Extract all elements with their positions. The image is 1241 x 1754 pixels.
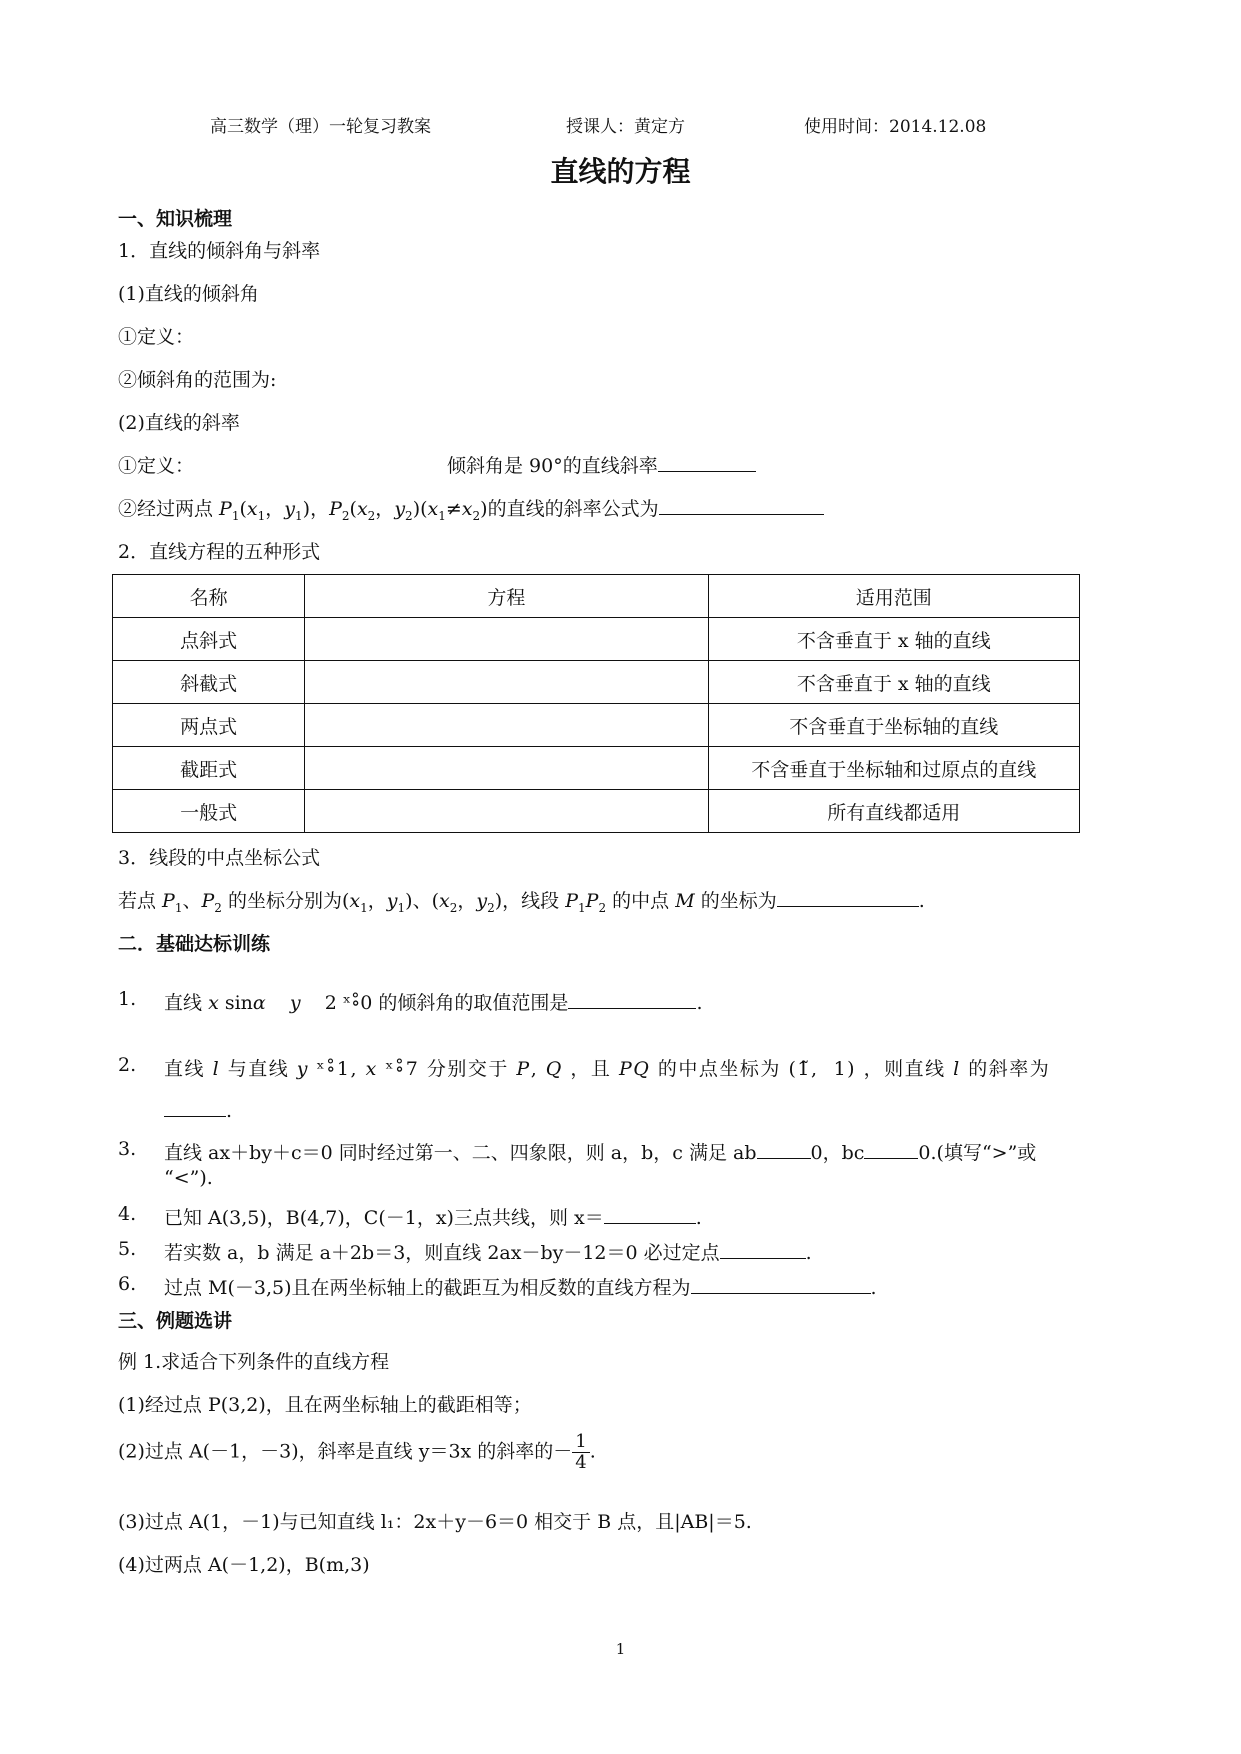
exercise-6: 过点 M(－3,5)且在两坐标轴上的截距互为相反数的直线方程为 . <box>164 1277 877 1299</box>
answer-blank <box>720 1240 806 1259</box>
section1-p4: (2)直线的斜率 <box>118 412 240 434</box>
table-header-row <box>113 575 1080 618</box>
table-cell-scope: 不含垂直于坐标轴和过原点的直线 <box>708 747 1079 790</box>
header-date: 使用时间：2014.12.08 <box>804 117 987 137</box>
table-row <box>113 661 1080 704</box>
table-row <box>113 704 1080 747</box>
table-header-cell: 方程 <box>305 575 708 618</box>
answer-blank <box>568 990 696 1009</box>
section1-p5-a: ①定义： <box>118 455 195 477</box>
answer-blank <box>691 1275 871 1294</box>
answer-blank <box>658 453 756 472</box>
table-cell-equation <box>305 790 708 833</box>
item-number: 6. <box>118 1273 137 1295</box>
line-forms-table <box>112 574 1080 833</box>
answer-blank <box>164 1098 226 1117</box>
section1-p6: ②经过两点 $P_1(x_1$，$y_1$)，$P_2(x_2$，$y_2)(x_1\ne x_2)$的直线的斜率公式为 <box>118 494 824 523</box>
section1-p2: ①定义： <box>118 326 195 348</box>
table-cell-scope: 不含垂直于坐标轴的直线 <box>708 704 1079 747</box>
section1-p1: (1)直线的倾斜角 <box>118 283 259 305</box>
section2-heading: 二．基础达标训练 <box>118 933 271 955</box>
section1-sub2: 2．直线方程的五种形式 <box>118 541 321 563</box>
table-cell-equation <box>305 661 708 704</box>
section1-p5-b: 倾斜角是 90°的直线斜率 <box>447 451 756 478</box>
table-cell-scope: 不含垂直于 x 轴的直线 <box>708 618 1079 661</box>
table-cell-equation <box>305 747 708 790</box>
answer-blank <box>777 888 919 907</box>
table-cell-name: 一般式 <box>113 790 305 833</box>
answer-blank <box>659 496 824 515</box>
page-number: 1 <box>615 1640 626 1658</box>
exercise-3: 直线 ax＋by＋c＝0 同时经过第一、二、四象限，则 a，b，c 满足 ab 0，bc 0.(填写“>”或 <box>164 1142 1037 1164</box>
table-cell-name: 截距式 <box>113 747 305 790</box>
section1-p7: 若点 $P_1$、$P_2$ 的坐标分别为($x_1$，$y_1$)、($x_2$，$y_2$)，线段 $P_1P_2$ 的中点 M 的坐标为 . <box>118 890 925 915</box>
table-row <box>113 618 1080 661</box>
answer-blank <box>757 1140 811 1159</box>
fraction: $\frac{1}{4}$ <box>572 1432 589 1473</box>
example-1-q1: (1)经过点 P(3,2)，且在两坐标轴上的截距相等； <box>118 1394 532 1416</box>
header-teacher: 授课人：黄定方 <box>566 117 685 137</box>
example-1-q2: (2)过点 A(－1，－3)，斜率是直线 y＝3x 的斜率的－ $\frac{1}{4}$ . <box>118 1431 596 1473</box>
table-row <box>113 790 1080 833</box>
item-number: 5. <box>118 1238 137 1260</box>
table-cell-name: 两点式 <box>113 704 305 747</box>
section1-sub3: 3．线段的中点坐标公式 <box>118 847 321 869</box>
exercise-3-cont: “<”). <box>164 1167 213 1189</box>
example-1: 例 1.求适合下列条件的直线方程 <box>118 1351 390 1373</box>
item-number: 1. <box>118 988 137 1010</box>
table-cell-scope: 所有直线都适用 <box>708 790 1079 833</box>
table-cell-equation <box>305 618 708 661</box>
exercise-2-blank: . <box>164 1098 232 1122</box>
answer-blank <box>864 1140 918 1159</box>
section1-p3: ②倾斜角的范围为: <box>118 369 277 391</box>
exercise-4: 已知 A(3,5)，B(4,7)，C(－1，x)三点共线，则 x＝ . <box>164 1207 702 1229</box>
table-header-cell: 名称 <box>113 575 305 618</box>
table-row <box>113 747 1080 790</box>
example-1-q4: (4)过两点 A(－1,2)，B(m,3) <box>118 1554 370 1576</box>
item-number: 2. <box>118 1054 137 1076</box>
table-header-cell: 适用范围 <box>708 575 1079 618</box>
section1-heading: 一、知识梳理 <box>118 208 233 230</box>
table-cell-scope: 不含垂直于 x 轴的直线 <box>708 661 1079 704</box>
exercise-1: 直线 x sinα y 2 ˣ∘̊0 的倾斜角的取值范围是 . <box>164 992 703 1014</box>
table-cell-equation <box>305 704 708 747</box>
exercise-2: 直线 l 与直线 y ˣ∘̊1, x ˣ∘̊7 分别交于 P, Q ，且 PQ 的中点坐标为 (1̃, 1) ，则直线 l 的斜率为 <box>164 1058 1051 1080</box>
section1-sub1: 1．直线的倾斜角与斜率 <box>118 240 321 262</box>
answer-blank <box>604 1205 696 1224</box>
item-number: 4. <box>118 1203 137 1225</box>
table-cell-name: 点斜式 <box>113 618 305 661</box>
example-1-q3: (3)过点 A(1，－1)与已知直线 l₁：2x＋y－6＝0 相交于 B 点，且|AB|＝5. <box>118 1511 752 1533</box>
page-title: 直线的方程 <box>550 155 691 188</box>
item-number: 3. <box>118 1138 137 1160</box>
exercise-5: 若实数 a，b 满足 a＋2b＝3，则直线 2ax－by－12＝0 必过定点 . <box>164 1242 812 1264</box>
section3-heading: 三、例题选讲 <box>118 1310 233 1332</box>
header-course: 高三数学（理）一轮复习教案 <box>210 117 431 137</box>
table-cell-name: 斜截式 <box>113 661 305 704</box>
